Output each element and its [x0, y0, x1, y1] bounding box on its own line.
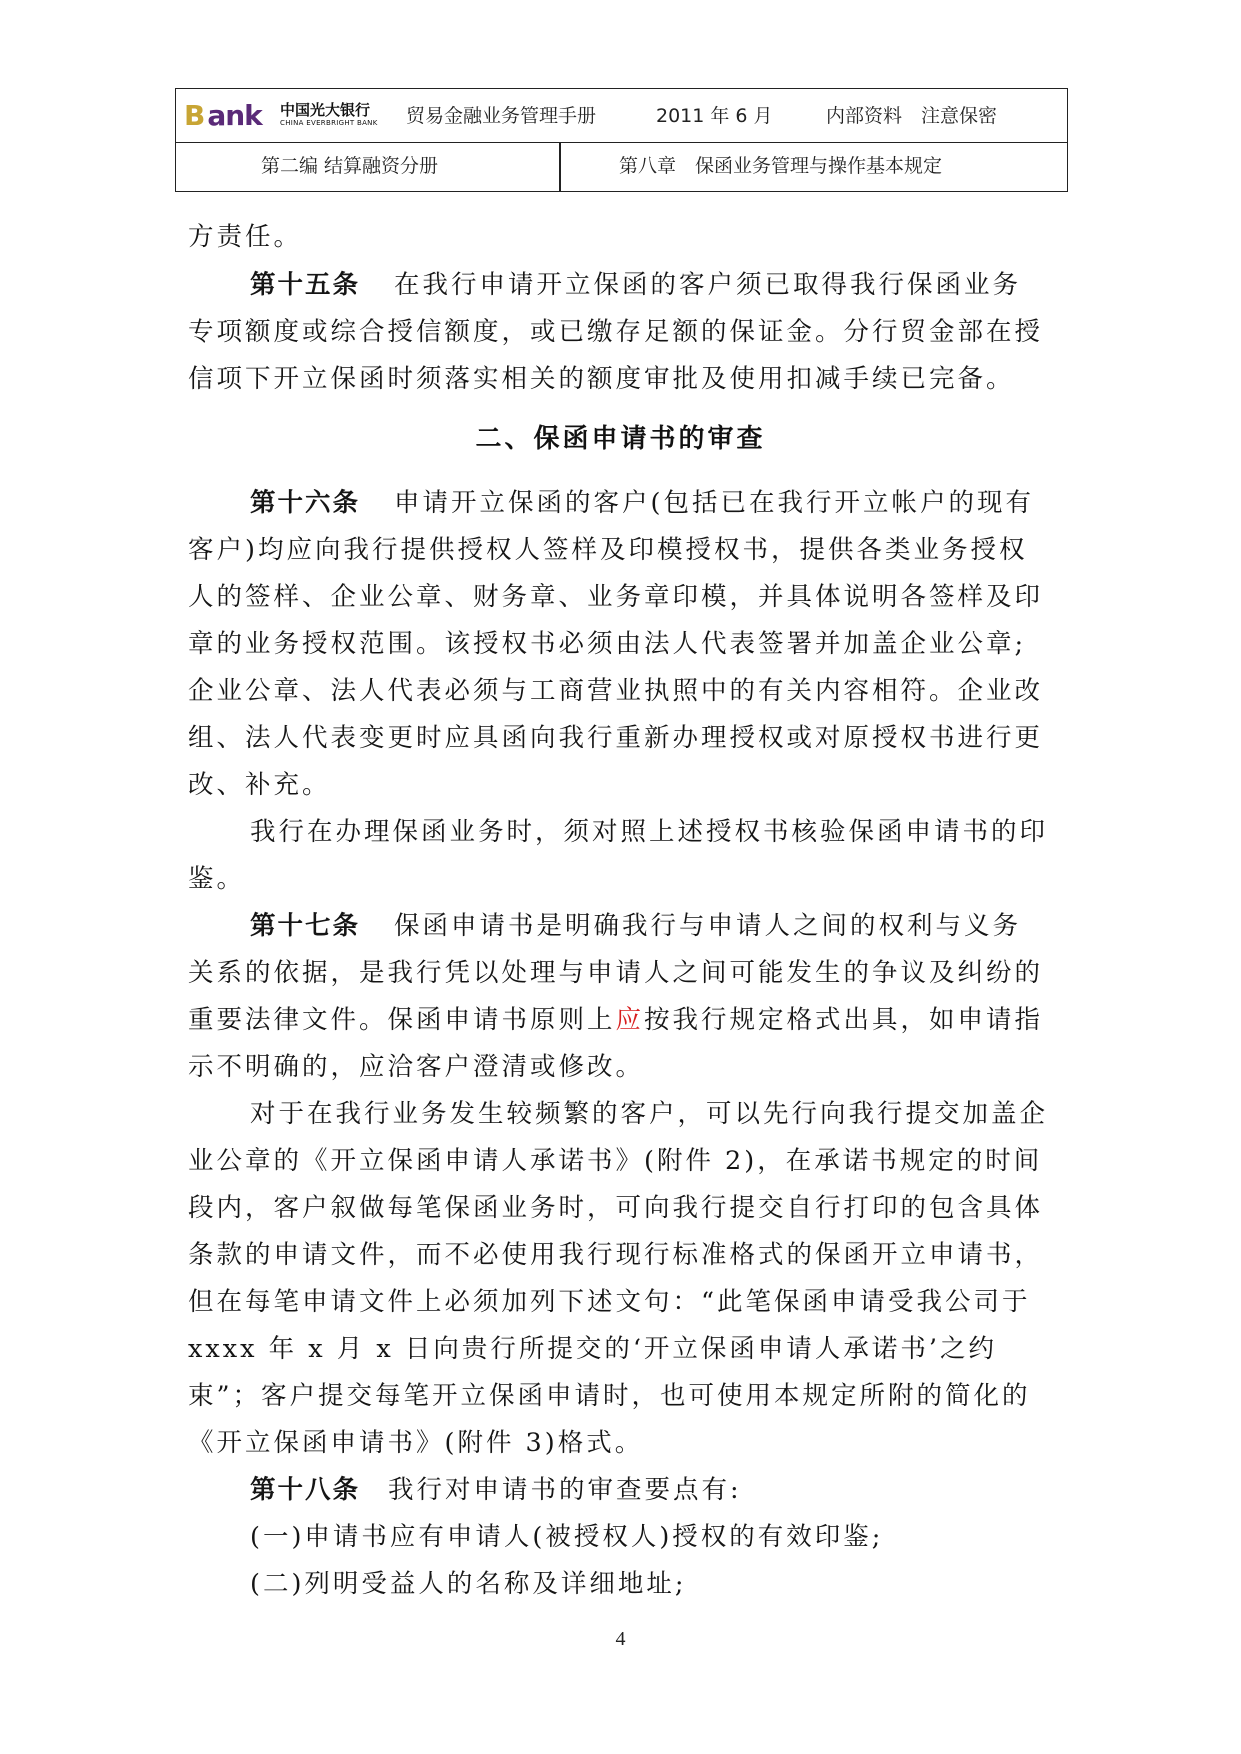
- text-line: 《开立保函申请书》(附件 3)格式。: [188, 1428, 644, 1458]
- text-line: 条款的申请文件，而不必使用我行现行标准格式的保函开立申请书，: [188, 1240, 1044, 1270]
- text-line: 束”；客户提交每笔开立保函申请时，也可使用本规定所附的简化的: [188, 1381, 1031, 1411]
- article-17-label: 第十七条: [250, 911, 361, 941]
- text-line: 我行在办理保函业务时，须对照上述授权书核验保函申请书的印: [250, 817, 1049, 847]
- text-span: 申请开立保函的客户(包括已在我行开立帐户的现有: [394, 488, 1034, 518]
- text-line-with-highlight: [188, 1001, 1058, 1040]
- text-span: 我行对申请书的审查要点有:: [388, 1475, 742, 1505]
- text-line: 章的业务授权范围。该授权书必须由法人代表签署并加盖企业公章;: [188, 629, 1027, 659]
- list-item: (二)列明受益人的名称及详细地址;: [250, 1569, 687, 1599]
- article-16-line: [250, 484, 1120, 523]
- article-17-line: [250, 907, 1120, 946]
- logo-word: Bank: [184, 99, 262, 132]
- text-line: 改、补充。: [188, 770, 331, 800]
- text-line: 方责任。: [188, 222, 303, 252]
- section-heading: 二、保函申请书的审查: [475, 424, 766, 454]
- text-line: 对于在我行业务发生较频繁的客户，可以先行向我行提交加盖企: [250, 1099, 1049, 1129]
- text-line: 信项下开立保函时须落实相关的额度审批及使用扣减手续已完备。: [188, 364, 1015, 394]
- text-line: 段内，客户叙做每笔保函业务时，可向我行提交自行打印的包含具体: [188, 1193, 1044, 1223]
- logo-english-name: CHINA EVERBRIGHT BANK: [280, 119, 378, 127]
- text-span: 在我行申请开立保函的客户须已取得我行保函业务: [394, 270, 1022, 300]
- article-18-label: 第十八条: [250, 1475, 361, 1505]
- text-line: 示不明确的，应洽客户澄清或修改。: [188, 1052, 645, 1082]
- text-line: 组、法人代表变更时应具函向我行重新办理授权或对原授权书进行更: [188, 723, 1044, 753]
- logo-chinese-name: 中国光大银行: [280, 101, 371, 119]
- highlighted-word: 应: [615, 1005, 645, 1035]
- text-span: 按我行规定格式出具，如申请指: [644, 1005, 1044, 1035]
- text-line: 企业公章、法人代表必须与工商营业执照中的有关内容相符。企业改: [188, 676, 1044, 706]
- header-row-bottom: [176, 143, 1067, 191]
- bank-logo: [184, 98, 394, 134]
- header-date: 2011 年 6 月: [656, 105, 773, 127]
- text-span: 保函申请书是明确我行与申请人之间的权利与义务: [394, 911, 1022, 941]
- secrecy-note: 内部资料 注意保密: [826, 105, 998, 127]
- page-header: [175, 88, 1068, 192]
- text-line: 客户)均应向我行提供授权人签样及印模授权书，提供各类业务授权: [188, 535, 1028, 565]
- section-right: 第八章 保函业务管理与操作基本规定: [619, 155, 943, 177]
- text-line: 人的签样、企业公章、财务章、业务章印模，并具体说明各签样及印: [188, 582, 1044, 612]
- article-15-label: 第十五条: [250, 270, 361, 300]
- list-item: (一)申请书应有申请人(被授权人)授权的有效印鉴;: [250, 1522, 884, 1552]
- article-18-line: [250, 1471, 1120, 1510]
- text-line: 业公章的《开立保函申请人承诺书》(附件 2)，在承诺书规定的时间: [188, 1146, 1043, 1176]
- text-line: 鉴。: [188, 864, 246, 894]
- text-span: 重要法律文件。保函申请书原则上: [188, 1005, 616, 1035]
- article-16-label: 第十六条: [250, 488, 361, 518]
- header-row-top: [176, 89, 1067, 143]
- text-line: 但在每笔申请文件上必须加列下述文句：“此笔保函申请受我公司于: [188, 1287, 1031, 1317]
- text-line: 专项额度或综合授信额度，或已缴存足额的保证金。分行贸金部在授: [188, 317, 1044, 347]
- header-divider: [559, 143, 561, 191]
- manual-title: 贸易金融业务管理手册: [406, 105, 597, 127]
- text-line: xxxx 年 x 月 x 日向贵行所提交的‘开立保函申请人承诺书’之约: [188, 1334, 998, 1364]
- article-15-line: [250, 266, 1120, 305]
- page-number: 4: [615, 1628, 626, 1650]
- section-left: 第二编 结算融资分册: [261, 155, 439, 177]
- text-line: 关系的依据，是我行凭以处理与申请人之间可能发生的争议及纠纷的: [188, 958, 1044, 988]
